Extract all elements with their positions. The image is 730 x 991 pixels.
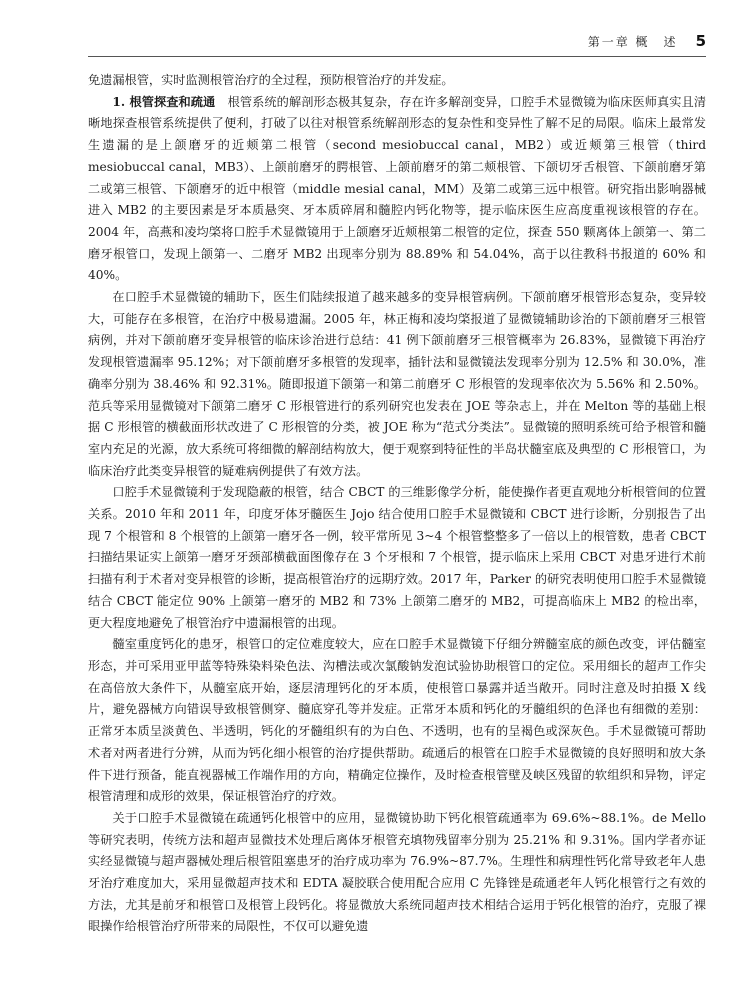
paragraph-continuation: 免遗漏根管，实时监测根管治疗的全过程，预防根管治疗的并发症。 [88, 73, 454, 87]
body-text [88, 70, 707, 934]
header-right [588, 32, 706, 50]
running-header [88, 28, 706, 57]
paragraph-variant-canals: 在口腔手术显微镜的辅助下，医生们陆续报道了越来越多的变异根管病例。下颌前磨牙根管形态复杂，变异较大，可能存在多根管，在治疗中极易遗漏。2005 年，林正梅和凌均棨报道了显微镜辅助诊治的下颌前磨牙三根管病例，并对下颌前磨牙变异根管的临床诊治进行总结：41 例下颌前磨牙三根管概率为 26.83%，显微镜下再治疗发现根管遗漏率 95.12%；对下颌前磨牙多根管的发现率，插针法和显微镜法发现率分别为 12.5% 和 30.0%，准确率分别为 38.46% 和 92.31%。随即报道下颌第一和第二前磨牙 C 形根管的发现率依次为 5.56% 和 2.50%。范兵等采用显微镜对下颌第二磨牙 C 形根管进行的系列研究也发表在 JOE 等杂志上，并在 Melton 等的基础上根据 C 形根管的横截面形状改进了 C 形根管的分类，被 JOE 称为“范式分类法”。显微镜的照明系统可给予根管和髓室内充足的光源，放大系统可将细微的解剖结构放大，便于观察到特征性的半岛状髓室底及典型的 C 形根管口，为临床治疗此类变异根管的疑难病例提供了有效方法。 [88, 290, 706, 478]
chapter-title: 第一章 概 述 [587, 35, 678, 49]
paragraph-text: 根管系统的解剖形态极其复杂，存在许多解剖变异，口腔手术显微镜为临床医师真实且清晰地探查根管系统提供了便利，打破了以往对根管系统解剖形态的复杂性和变异性了解不足的局限。临床上最常发生遗漏的是上颌磨牙的近颊第二根管（second mesiobuccal canal，MB2）或近颊第三根管（third mesiobuccal canal，MB3）、上颌前磨牙的腭根管、上颌前磨牙的第二颊根管、下颌切牙舌根管、下颌前磨牙第二或第三根管、下颌磨牙的近中根管（middle mesial canal，MM）及第二或第三远中根管。研究指出影响器械进入 MB2 的主要因素是牙本质悬突、牙本质碎屑和髓腔内钙化物等，提示临床医生应高度重视该根管的存在。2004 年，高燕和凌均棨将口腔手术显微镜用于上颌磨牙近颊根第二根管的定位，探查 550 颗离体上颌第一、第二磨牙根管口，发现上颌第一、二磨牙 MB2 出现率分别为 88.89% 和 54.04%，高于以往教科书报道的 60% 和 40%。 [88, 94, 707, 283]
section-heading: 1. 根管探查和疏通 [112, 94, 216, 109]
paragraph-calcification: 髓室重度钙化的患牙，根管口的定位难度较大，应在口腔手术显微镜下仔细分辨髓室底的颜色改变，评估髓室形态，并可采用亚甲蓝等特殊染料染色法、沟槽法或次氯酸钠发泡试验协助根管口的定位。采用细长的超声工作尖在高倍放大条件下，从髓室底开始，逐层清理钙化的牙本质，使根管口暴露并适当敞开。同时注意及时拍摄 X 线片，避免器械方向错误导致根管侧穿、髓底穿孔等并发症。正常牙本质和钙化的牙髓组织的色泽也有细微的差别：正常牙本质呈淡黄色、半透明，钙化的牙髓组织有的为白色、不透明，也有的呈褐色或深灰色。手术显微镜可帮助术者对两者进行分辨，从而为钙化细小根管的治疗提供帮助。疏通后的根管在口腔手术显微镜的良好照明和放大条件下进行预备，能直视器械工作端作用的方向，精确定位操作，及时检查根管壁及峡区残留的软组织和异物，评定根管清理和成形的效果，保证根管治疗的疗效。 [88, 637, 706, 804]
paragraph-cbct: 口腔手术显微镜利于发现隐蔽的根管，结合 CBCT 的三维影像学分析，能使操作者更直观地分析根管间的位置关系。2010 年和 2011 年，印度牙体牙髓医生 Jojo 结合使用口腔手术显微镜和 CBCT 进行诊断，分别报告了出现 7 个根管和 8 个根管的上颌第一磨牙各一例，较平常所见 3~4 个根管整整多了一倍以上的根管数，患者 CBCT 扫描结果证实上颌第一磨牙牙颈部横截面图像存在 3 个牙根和 7 个根管，提示临床上采用 CBCT 对患牙进行术前扫描有利于术者对变异根管的诊断，提高根管治疗的远期疗效。2017 年，Parker 的研究表明使用口腔手术显微镜结合 CBCT 能定位 90% 上颌第一磨牙的 MB2 和 73% 上颌第二磨牙的 MB2，可提高临床上 MB2 的检出率，更大程度地避免了根管治疗中遗漏根管的出现。 [88, 485, 706, 630]
paragraph-calcified-canal-negotiation: 关于口腔手术显微镜在疏通钙化根管中的应用，显微镜协助下钙化根管疏通率为 69.6%~88.1%。de Mello 等研究表明，传统方法和超声显微技术处理后离体牙根管充填物残留率分别为 25.21% 和 9.31%。国内学者亦证实经显微镜与超声器械处理后根管阻塞患牙的治疗成功率为 76.9%~87.7%。生理性和病理性钙化常导致老年人患牙治疗难度加大，采用显微超声技术和 EDTA 凝胶联合使用配合应用 C 先锋锉是疏通老年人钙化根管行之有效的方法，尤其是前牙和根管口及根管上段钙化。将显微放大系统同超声技术相结合运用于钙化根管的治疗，克服了裸眼操作给根管治疗所带来的局限性，不仅可以避免遗 [88, 810, 706, 934]
page-number: 5 [695, 32, 706, 50]
paragraph-root-canal-exploration [88, 92, 706, 287]
